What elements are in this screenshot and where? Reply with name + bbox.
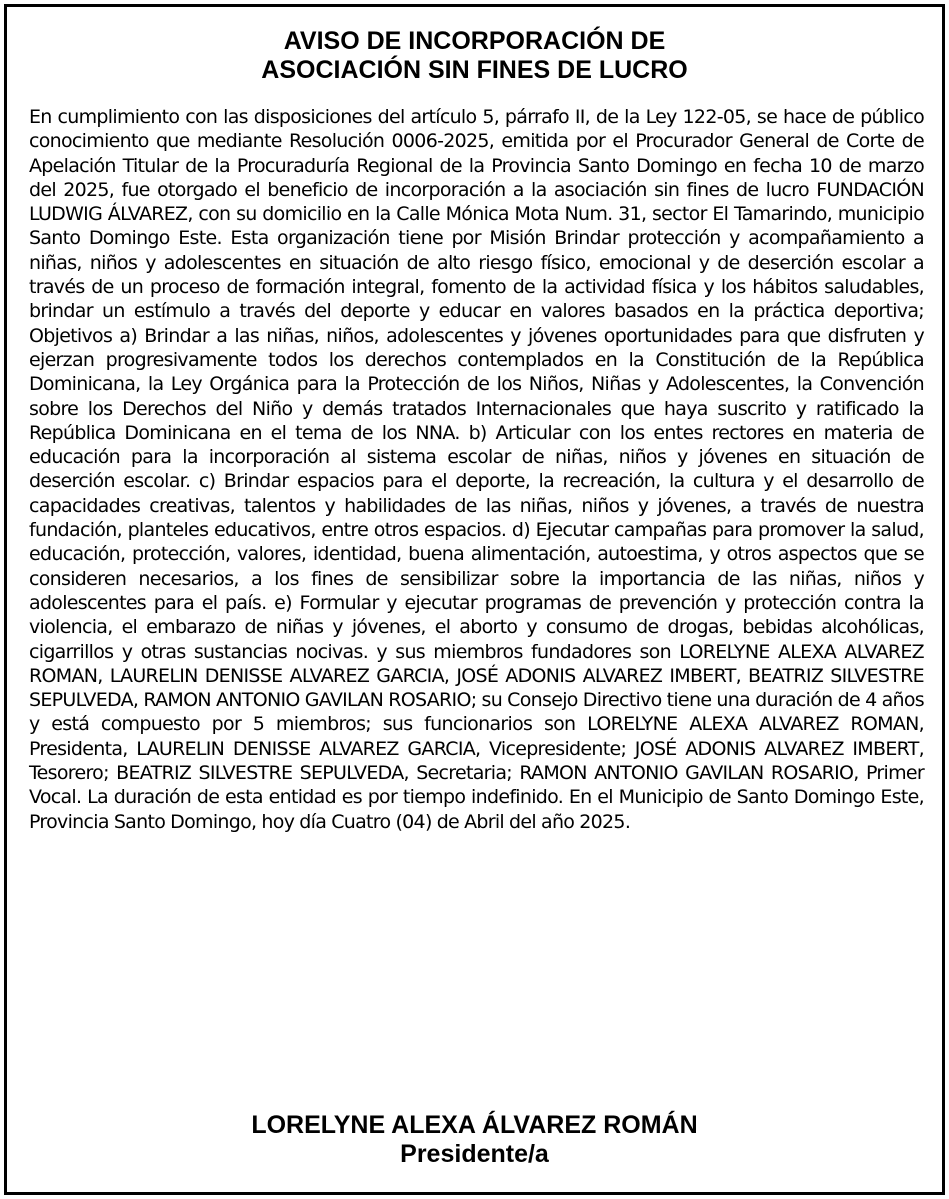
signature-name: LORELYNE ALEXA ÁLVAREZ ROMÁN [251, 1111, 698, 1139]
signature-block [7, 1111, 942, 1169]
title-line-1: AVISO DE INCORPORACIÓN DE [283, 27, 666, 55]
title-line-2: ASOCIACIÓN SIN FINES DE LUCRO [261, 56, 688, 84]
notice-body: En cumplimiento con las disposiciones del artículo 5, párrafo II, de la Ley 122-05, se hace de público conocimiento que mediante Resolución 0006-2025, emitida por el Procurador General de Corte de Apelación Titular de la Procuraduría Regional de la Provincia Santo Domingo en fecha 10 de marzo del 2025, fue otorgado el beneficio de incorporación a la asociación sin fines de lucro FUNDACIÓN LUDWIG ÁLVAREZ, con su domicilio en la Calle Mónica Mota Num. 31, sector El Tamarindo, municipio Santo Domingo Este. Esta organización tiene por Misión Brindar protección y acompañamiento a niñas, niños y adolescentes en situación de alto riesgo físico, emocional y de deserción escolar a través de un proceso de formación integral, fomento de la actividad física y los hábitos saludables, brindar un estímulo a través del deporte y educar en valores basados en la práctica deportiva; Objetivos a) Brindar a las niñas, niños, adolescentes y jóvenes oportunidades para que disfruten y ejerzan progresivamente todos los derechos contemplados en la Constitución de la República Dominicana, la Ley Orgánica para la Protección de los Niños, Niñas y Adolescentes, la Convención sobre los Derechos del Niño y demás tratados Internacionales que haya suscrito y ratificado la República Dominicana en el tema de los NNA. b) Articular con los entes rectores en materia de educación para la incorporación al sistema escolar de niñas, niños y jóvenes en situación de deserción escolar. c) Brindar espacios para el deporte, la recreación, la cultura y el desarrollo de capacidades creativas, talentos y habilidades de las niñas, niños y jóvenes, a través de nuestra fundación, planteles educativos, entre otros espacios. d) Ejecutar campañas para promover la salud, educación, protección, valores, identidad, buena alimentación, autoestima, y otros aspectos que se consideren necesarios, a los fines de sensibilizar sobre la importancia de las niñas, niños y adolescentes para el país. e) Formular y ejecutar programas de prevención y protección contra la violencia, el embarazo de niñas y jóvenes, el aborto y consumo de drogas, bebidas alcohólicas, cigarrillos y otras sustancias nocivas. y sus miembros fundadores son LORELYNE ALEXA ALVAREZ ROMAN, LAURELIN DENISSE ALVAREZ GARCIA, JOSÉ ADONIS ALVAREZ IMBERT, BEATRIZ SILVESTRE SEPULVEDA, RAMON ANTONIO GAVILAN ROSARIO; su Consejo Directivo tiene una duración de 4 años y está compuesto por 5 miembros; sus funcionarios son LORELYNE ALEXA ALVAREZ ROMAN, Presidenta, LAURELIN DENISSE ALVAREZ GARCIA, Vicepresidente; JOSÉ ADONIS ALVAREZ IMBERT, Tesorero; BEATRIZ SILVESTRE SEPULVEDA, Secretaria; RAMON ANTONIO GAVILAN ROSARIO, Primer Vocal. La duración de esta entidad es por tiempo indefinido. En el Municipio de Santo Domingo Este, Provincia Santo Domingo, hoy día Cuatro (04) de Abril del año 2025. [29, 106, 924, 833]
notice-title [7, 27, 942, 85]
signature-role: Presidente/a [400, 1140, 549, 1168]
notice-frame [4, 4, 945, 1195]
